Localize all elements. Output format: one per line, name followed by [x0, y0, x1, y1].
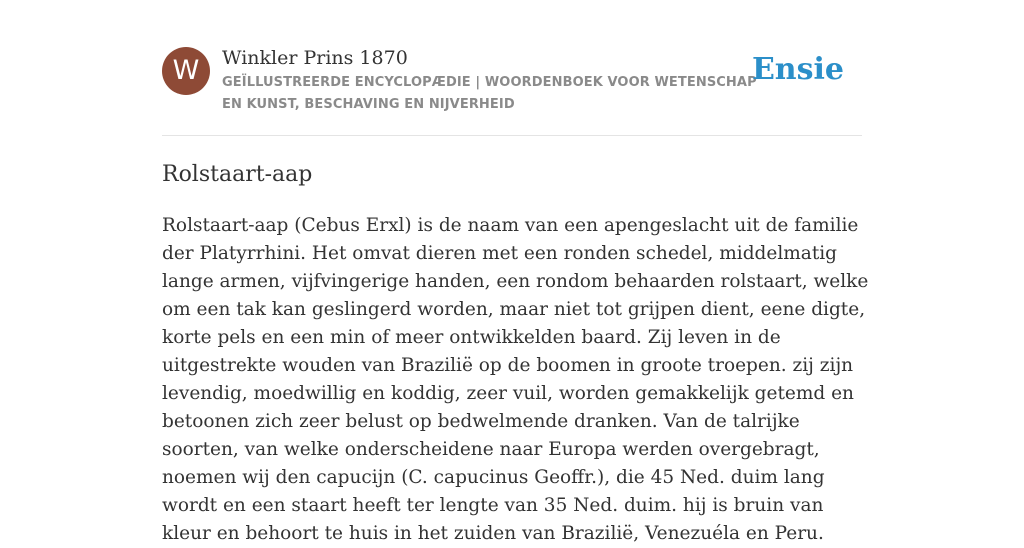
- ensie-logo[interactable]: Ensie: [751, 52, 844, 87]
- entry-title: Rolstaart-aap: [162, 162, 313, 187]
- header-divider: [162, 135, 862, 136]
- source-title[interactable]: Winkler Prins 1870: [222, 47, 408, 69]
- source-subtitle: GEÏLLUSTREERDE ENCYCLOPÆDIE | WOORDENBOEK VOOR WETENSCHAP EN KUNST, BESCHAVING EN NIJVERHEID: [222, 75, 757, 112]
- entry-body: Rolstaart-aap (Cebus Erxl) is de naam van een apengeslacht uit de familie der Platyrrhini. Het omvat dieren met een ronden schedel, middelmatig lange armen, vijfvingerige handen, een rondom behaarden rolstaart, welke om een tak kan geslingerd worden, maar niet tot grijpen dient, eene digte, korte pels en een min of meer ontwikkelden baard. Zij leven in de uitgestrekte wouden van Brazilië op de boomen in groote troepen. zij zijn levendig, moedwillig en koddig, zeer vuil, worden gemakkelijk getemd en betoonen zich zeer belust op bedwelmende dranken. Van de talrijke soorten, van welke onderscheidene naar Europa werden overgebragt, noemen wij den capucijn (C. capucinus Geoffr.), die 45 Ned. duim lang wordt en een staart heeft ter lengte van 35 Ned. duim. hij is bruin van kleur en behoort te huis in het zuiden van Brazilië, Venezuéla en Peru.: [162, 215, 869, 544]
- source-avatar[interactable]: W: [162, 47, 210, 95]
- source-header: [162, 46, 862, 116]
